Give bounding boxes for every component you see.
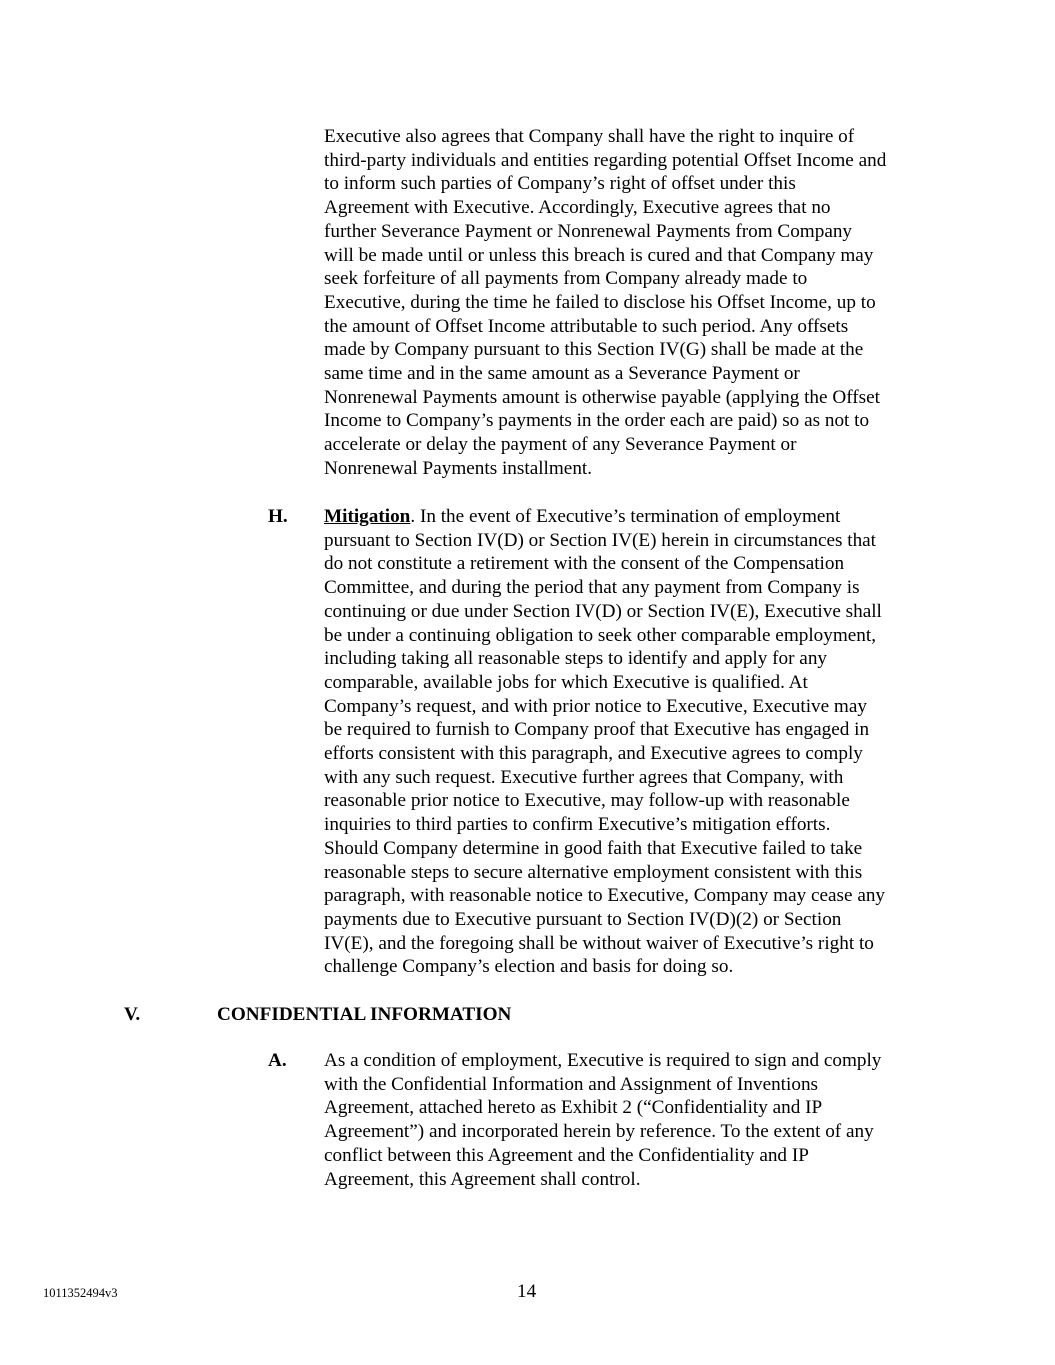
section-v-title: CONFIDENTIAL INFORMATION xyxy=(217,1004,512,1025)
section-h-label: H. xyxy=(268,506,288,527)
section-v-label: V. xyxy=(124,1004,141,1025)
mitigation-body: . In the event of Executive’s termination of employment pursuant to Section IV(D) or Section IV(E) herein in circumstances that do not constitute a retirement with the consent of the Compensation Committee, and during the period that any payment from Company is continuing or due under Section IV(D) or Section IV(E), Executive shall be under a continuing obligation to seek other comparable employment, including taking all reasonable steps to identify and apply for any comparable, available jobs for which Executive is qualified. At Company’s request, and with prior notice to Executive, Executive may be required to furnish to Company proof that Executive has engaged in efforts consistent with this paragraph, and Executive agrees to comply with any such request. Executive further agrees that Company, with reasonable prior notice to Executive, may follow-up with reasonable inquiries to third parties to confirm Executive’s mitigation efforts. Should Company determine in good faith that Executive failed to take reasonable steps to secure alternative employment consistent with this paragraph, with reasonable notice to Executive, Company may cease any payments due to Executive pursuant to Section IV(D)(2) or Section IV(E), and the foregoing shall be without waiver of Executive’s right to challenge Company’s election and basis for doing so. xyxy=(324,506,886,978)
confidentiality-paragraph: As a condition of employment, Executive is required to sign and comply with the Confidential Information and Assignment of Inventions Agreement, attached hereto as Exhibit 2 (“Confidentiality and IP Agreement”) and incorporated herein by reference. To the extent of any conflict between this Agreement and the Confidentiality and IP Agreement, this Agreement shall control. xyxy=(324,1050,882,1190)
page-number: 14 xyxy=(517,1281,537,1302)
section-a-label: A. xyxy=(268,1050,287,1071)
offset-continuation-paragraph: Executive also agrees that Company shall have the right to inquire of third-party individuals and entities regarding potential Offset Income and to inform such parties of Company’s right of offset under this Agreement with Executive. Accordingly, Executive agrees that no further Severance Payment or Nonrenewal Payments from Company will be made until or unless this breach is cured and that Company may seek forfeiture of all payments from Company already made to Executive, during the time he failed to disclose his Offset Income, up to the amount of Offset Income attributable to such period. Any offsets made by Company pursuant to this Section IV(G) shall be made at the same time and in the same amount as a Severance Payment or Nonrenewal Payments amount is otherwise payable (applying the Offset Income to Company’s payments in the order each are paid) so as not to accelerate or delay the payment of any Severance Payment or Nonrenewal Payments installment. xyxy=(324,126,887,479)
document-id: 1011352494v3 xyxy=(43,1286,118,1300)
mitigation-paragraph xyxy=(324,505,944,979)
mitigation-heading: Mitigation xyxy=(324,506,411,527)
